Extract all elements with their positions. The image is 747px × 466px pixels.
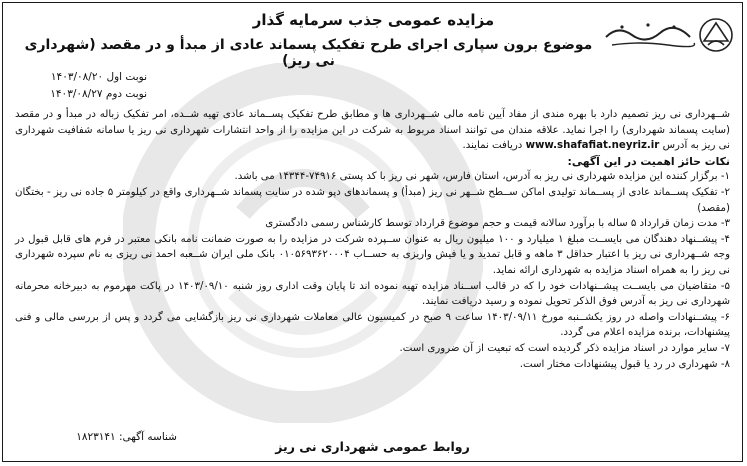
intro-text-end: دریافت نمایند.	[462, 140, 523, 152]
notice-header	[3, 3, 743, 69]
second-publication-date: نوبت دوم ۱۴۰۳/۰۸/۲۷	[50, 88, 147, 100]
important-notes-heading: نکات حائز اهمیت در این آگهی:	[567, 154, 730, 168]
publication-dates	[17, 69, 147, 103]
note-item-2: ۲- تفکیک پســماند عادی از پســماند تولیدی اماکن ســطح شــهر نی ریز (مبدأ) و پسماندهای دپو شده در سایت پسماند شــهرداری واقع در کیلومتر ۵ جاده نی ریز - بختگان (مقصد)	[15, 186, 730, 214]
note-item-5: ۵- متقاضیان می بایســت پیشــنهادات خود را که در قالب اســناد مزایده تهیه نموده اند تا پایان وقت اداری روز شنبه ۱۴۰۳/۰۹/۱۰ در پاکت مهرموم به دبیرخانه محرمانه شهرداری نی ریز به آدرس فوق الذکر تحویل نموده و رسید دریافت نمایند.	[15, 280, 730, 308]
first-publication-date: نوبت اول ۱۴۰۳/۰۸/۲۰	[50, 71, 147, 83]
footer-signature: روابط عمومی شهرداری نی ریز	[275, 439, 470, 454]
intro-text: شــهرداری نی ریز تصمیم دارد با بهره مندی از مفاد آیین نامه مالی شــهرداری ها و مطابق طرح تفکیک پســماند عادی تهیه شــده، امر تفکیک زباله در مبدأ و در مقصد (سایت پسماند شهرداری) را اجرا نماید. علاقه مندان می توانند اسناد مربوط به شرکت در این مزایده را از واحد انتشارات شهرداری نی ریز یا سامانه شفافیت شهرداری نی ریز به آدرس	[15, 109, 730, 152]
note-item-1: ۱- برگزار کننده این مزایده شهرداری نی ریز به آدرس، استان فارس، شهر نی ریز با کد پستی ۷۴۹۱۶-۱۴۳۴۴ می باشد.	[234, 171, 730, 183]
transparency-site-link[interactable]: www.shafafiat.neyriz.ir	[525, 140, 660, 152]
note-item-8: ۸- شهرداری در رد یا قبول پیشنهادات مختار است.	[519, 358, 730, 370]
note-item-3: ۳- مدت زمان قرارداد ۵ ساله با برآورد سالانه قیمت و حجم موضوع قرارداد توسط کارشناس رسمی دادگستری	[265, 218, 730, 230]
notice-subject: موضوع برون سپاری اجرای طرح تفکیک پسماند عادی از مبدأ و در مقصد (شهرداری نی ریز)	[24, 37, 593, 69]
notice-title: مزایده عمومی جذب سرمایه گذار	[252, 11, 495, 29]
note-item-4: ۴- پیشــنهاد دهندگان می بایســت مبلغ ۱ میلیارد و ۱۰۰ میلیون ریال به عنوان ســپرده شرکت در مزایده را به صورت ضمانت نامه بانکی معتبر در فرم های قابل قبول در وجه شــهرداری نی ریز با اعتبار حداقل ۳ ماهه و قابل تمدید و یا فیش واریزی به حســاب ۰۱۰۵۶۹۳۶۲۰۰۰۴ بانک ملی ایران شــعبه احمد نی ریزی به نام سپرده شهرداری نی ریز را به همراه اسناد مزایده به شهرداری ارائه نماید.	[15, 233, 730, 276]
intro-paragraph	[15, 107, 730, 154]
ad-code: شناسه آگهی: ۱۸۲۳۱۴۱	[76, 431, 177, 443]
notice-body	[15, 107, 730, 372]
note-item-7: ۷- سایر موارد در اسناد مزایده ذکر گردیده است که تبعیت از آن ضروری است.	[399, 342, 730, 354]
notice-frame	[2, 2, 743, 462]
municipality-logo	[598, 11, 738, 59]
note-item-6: ۶- پیشــنهادات واصله در روز یکشــنبه مورخ ۱۴۰۳/۰۹/۱۱ ساعت ۹ صبح در کمیسیون عالی معاملات شهرداری نی ریز بازگشایی می گردد و پس از بررسی مالی و فنی پیشنهادات، برنده مزایده اعلام می گردد.	[15, 311, 731, 339]
